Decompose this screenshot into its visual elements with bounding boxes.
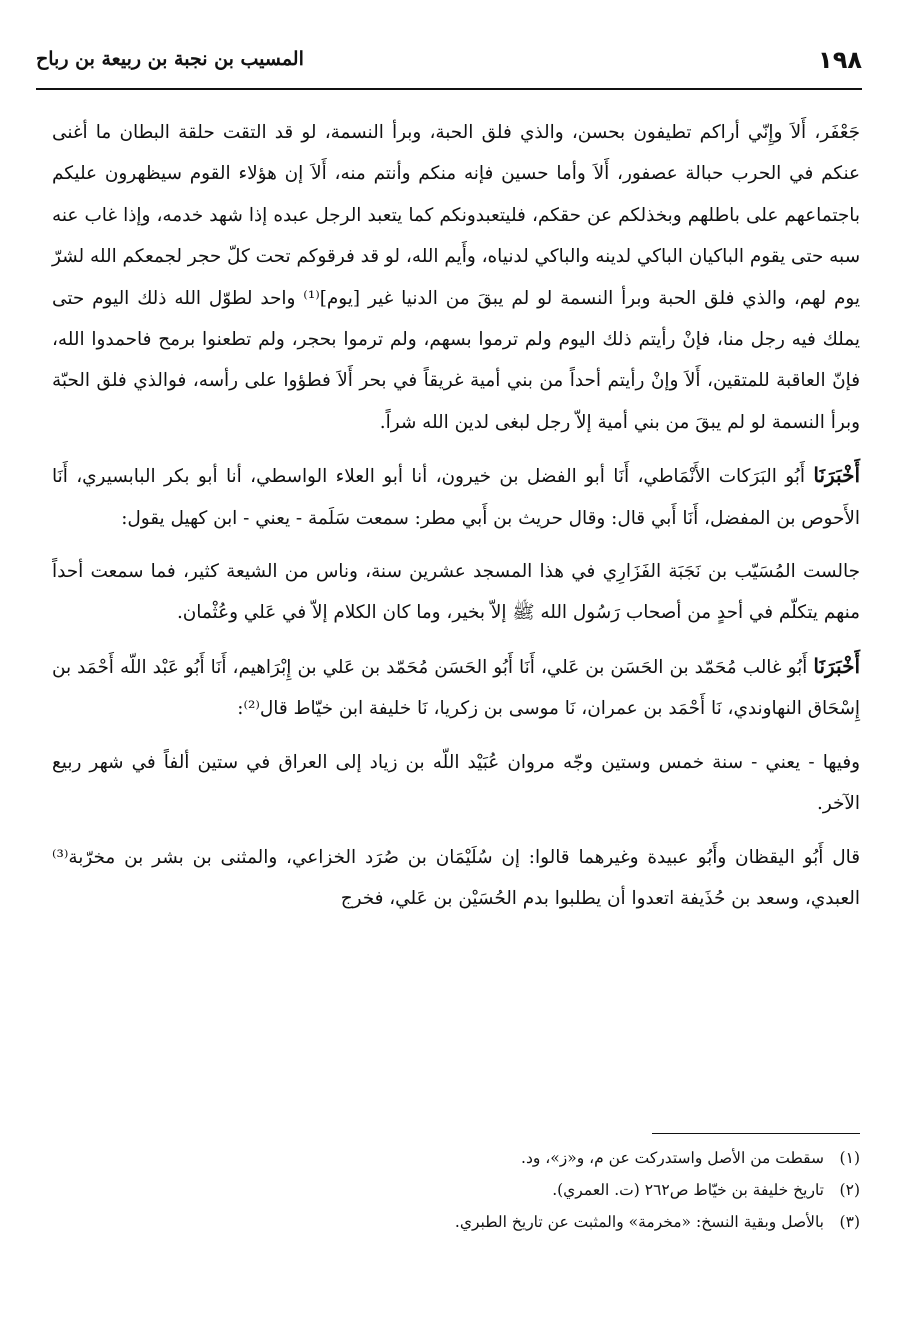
- header-rule: [36, 88, 862, 90]
- main-text: [52, 112, 860, 919]
- footnote-rule: [652, 1133, 860, 1134]
- footnotes: [400, 1142, 860, 1238]
- paragraph-4-text: أَبُو غالب مُحَمّد بن الحَسَن بن عَلي، أَنَا أَبُو الحَسَن مُحَمّد بن عَلي بن إِبْرَاهيم، أَنَا أَبُو عَبْد اللّه أَحْمَد بن إِسْحَاق النهاوندي، نَا أَحْمَد بن عمران، نَا موسى بن زكريا، نَا خليفة ابن خيّاط قال⁽²⁾:: [52, 656, 860, 720]
- footnote-text: تاريخ خليفة بن خيّاط ص٢٦٢ (ت. العمري).: [552, 1181, 824, 1199]
- paragraph-4-lead: أَخْبَرَنَا: [813, 653, 860, 678]
- paragraph-6-text: قال أَبُو اليقظان وأَبُو عبيدة وغيرهما قالوا: إن سُلَيْمَان بن صُرَد الخزاعي، والمثنى بن بشر بن مخرّبة⁽³⁾ العبدي، وسعد بن حُذَيفة اتعدوا أن يطلبوا بدم الحُسَيْن بن عَلي، فخرج: [52, 846, 860, 909]
- footnote-number: (٢): [839, 1181, 860, 1199]
- running-title: المسيب بن نجبة بن ربيعة بن رباح: [36, 48, 304, 70]
- paragraph-1-text: جَعْفَر، أَلاَ وإِنّي أراكم تطيفون بحسن، والذي فلق الحبة، وبرأ النسمة، لو قد التقت حلقة البطان ما أغنى عنكم في الحرب حبالة عصفور، أَلاَ وأما حسين فإنه منكم وأنتم منه، أَلاَ إن هؤلاء القوم سيظهرون عليكم باجتماعهم على باطلهم وبخذلكم عن حقكم، فليتعبدونكم كما يتعبد الرجل عبده إذا شهد خدمه، وإذا غاب عنه سبه حتى يقوم الباكيان الباكي لدينه والباكي لدنياه، وأَيم الله، لو قد فرقوكم تحت كلّ حجر لجمعكم الله لشرّ يوم لهم، والذي فلق الحبة وبرأ النسمة لو لم يبقَ من الدنيا غير [يوم]⁽¹⁾ واحد لطوّل الله ذلك اليوم حتى يملك فيه رجل منا، فإنْ رأيتم ذلك اليوم ولم ترموا بسهم، ولم ترموا بحجر، ولم تطعنوا برمح فاحمدوا الله، فإنّ العاقبة للمتقين، أَلاَ وإنْ رأيتم أحداً من بني أمية غريقاً في بحر أَلاَ فطؤوا على رأسه، فوالذي فلق الحبّة وبرأ النسمة لو لم يبقَ من بني أمية إلاّ رجل لبغى لدين الله شراً.: [52, 122, 860, 433]
- paragraph-5-text: وفيها - يعني - سنة خمس وستين وجّه مروان عُبَيْد اللّه بن زياد إلى العراق في ستين ألفاً في شهر ربيع الآخر.: [52, 751, 860, 815]
- paragraph-3: [52, 551, 860, 634]
- footnote-3: [400, 1206, 860, 1238]
- footnote-number: (١): [839, 1149, 860, 1167]
- footnote-text: سقطت من الأصل واستدركت عن م، و«ز»، ود.: [521, 1149, 824, 1167]
- paragraph-3-text: جالست المُسَيّب بن نَجَبَة الفَزَارِي في هذا المسجد عشرين سنة، وناس من الشيعة كثير، فما سمعت أحداً منهم يتكلّم في أحدٍ من أصحاب رَسُول الله ﷺ إلاّ بخير، وما كان الكلام إلاّ في عَلي وعُثْمان.: [52, 561, 860, 624]
- footnote-text: بالأصل وبقية النسخ: «مخرمة» والمثبت عن تاريخ الطبري.: [454, 1213, 824, 1231]
- footnote-2: [400, 1174, 860, 1206]
- footnote-number: (٣): [839, 1213, 860, 1231]
- footnote-1: [400, 1142, 860, 1174]
- paragraph-2: [52, 455, 860, 539]
- paragraph-6: [52, 837, 860, 920]
- paragraph-4: [52, 646, 860, 730]
- paragraph-5: [52, 742, 860, 825]
- paragraph-2-text: أَبُو البَرَكات الأَنْمَاطي، أَنَا أبو الفضل بن خيرون، أنا أبو العلاء الواسطي، أنا أبو بكر البابسيري، أَنَا الأَحوص بن المفضل، أَنَا أَبي قال: وقال حريث بن أَبي مطر: سمعت سَلَمة - يعني - ابن كهيل يقول:: [52, 466, 860, 529]
- page-number: ١٩٨: [818, 46, 862, 74]
- page-header: [36, 44, 862, 84]
- paragraph-2-lead: أَخْبَرَنَا: [813, 463, 860, 488]
- paragraph-1: [52, 112, 860, 443]
